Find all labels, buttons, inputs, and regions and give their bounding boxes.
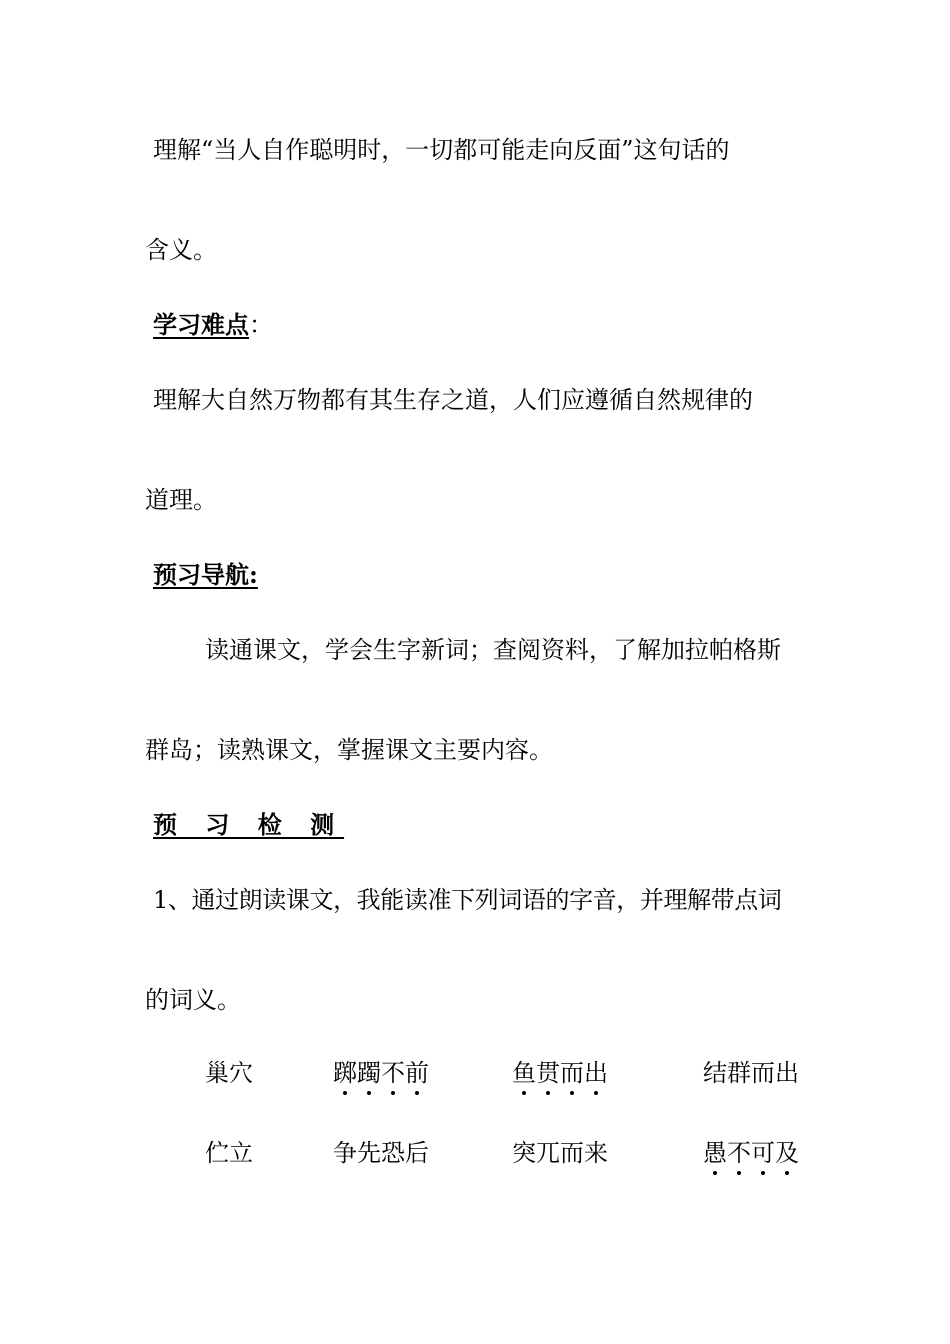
vocab-word-text: 鱼贯而出 <box>512 1059 608 1087</box>
check-heading: 预 习 检 测 <box>153 810 345 839</box>
goal-text-line-2: 含义。 <box>145 236 217 264</box>
difficulty-text-line-1: 理解大自然万物都有其生存之道，人们应遵循自然规律的 <box>153 386 753 414</box>
guide-text-line-2: 群岛；读熟课文，掌握课文主要内容。 <box>145 736 553 764</box>
vocab-word: 巢穴 <box>205 1059 253 1087</box>
vocab-word: 突兀而来 <box>512 1139 608 1167</box>
emphasis-dots <box>703 1171 799 1177</box>
difficulty-heading-colon: ： <box>249 311 273 339</box>
emphasis-dots <box>333 1091 429 1097</box>
guide-text-line-1: 读通课文，学会生字新词；查阅资料，了解加拉帕格斯 <box>205 636 781 664</box>
difficulty-heading-text: 学习难点 <box>153 310 249 339</box>
vocab-word: 伫立 <box>205 1139 253 1167</box>
question-1-line-2: 的词义。 <box>145 986 241 1014</box>
vocab-word-dotted <box>512 1058 608 1088</box>
emphasis-dots <box>512 1091 608 1097</box>
vocab-word: 结群而出 <box>703 1059 799 1087</box>
vocab-word-dotted <box>333 1058 429 1088</box>
vocab-word-text: 愚不可及 <box>703 1139 799 1167</box>
goal-text-line-1: 理解“当人自作聪明时，一切都可能走向反面”这句话的 <box>153 136 730 164</box>
difficulty-text-line-2: 道理。 <box>145 486 217 514</box>
question-1-line-1: 1、通过朗读课文，我能读准下列词语的字音，并理解带点词 <box>153 886 782 914</box>
difficulty-heading <box>153 310 273 340</box>
vocab-word: 争先恐后 <box>333 1139 429 1167</box>
vocab-word-dotted <box>703 1138 799 1168</box>
guide-heading: 预习导航: <box>153 560 258 589</box>
vocab-word-text: 踯躅不前 <box>333 1059 429 1087</box>
